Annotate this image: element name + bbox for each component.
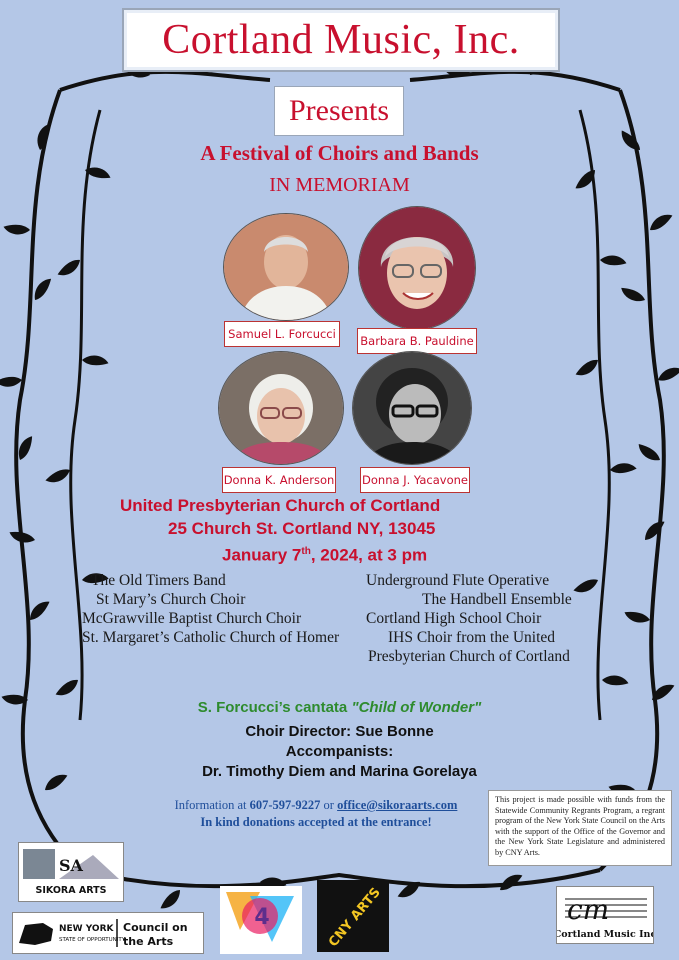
portrait-samuel-forcucci: [223, 213, 349, 321]
sikora-arts-logo: [18, 842, 124, 902]
svg-text:SA: SA: [59, 856, 83, 875]
performer-item: McGrawville Baptist Church Choir: [82, 610, 302, 627]
title-banner: [122, 8, 560, 72]
label-donna-yacavone: Donna J. Yacavone: [360, 467, 470, 493]
venue-block: [120, 494, 440, 567]
performer-item: Cortland High School Choir: [366, 610, 542, 627]
center-arts-icon: [220, 886, 302, 954]
organization-title: Cortland Music, Inc.: [162, 17, 520, 63]
performer-item: The Old Timers Band: [91, 572, 226, 589]
ny-state-text: NEW YORK: [59, 924, 114, 934]
performer-item: Presbyterian Church of Cortland: [368, 648, 570, 665]
label-samuel-forcucci: Samuel L. Forcucci: [224, 321, 340, 347]
cny-logo-text: CNY ARTS: [326, 885, 384, 951]
portrait-barbara-pauldine: [358, 206, 476, 330]
label-donna-anderson: Donna K. Anderson: [222, 467, 336, 493]
donations-note: In kind donations accepted at the entrance!: [200, 815, 432, 829]
info-email-link[interactable]: office@sikoraarts.com: [337, 798, 458, 812]
event-date-prefix: January 7: [222, 545, 302, 565]
sikora-logo-text: SIKORA ARTS: [35, 885, 107, 896]
info-or: or: [323, 798, 334, 812]
performers-left: [82, 571, 372, 647]
event-date: [120, 540, 440, 567]
cmi-logo-icon: [557, 887, 653, 943]
festival-title: A Festival of Choirs and Bands: [200, 141, 479, 165]
svg-text:cm: cm: [567, 893, 610, 926]
cortland-music-logo: [556, 886, 654, 944]
cmi-logo-text: Cortland Music Inc: [557, 929, 653, 940]
cantata-prefix: S. Forcucci’s cantata: [197, 699, 348, 716]
nysca-logo-icon: [13, 913, 203, 953]
director-block: [0, 722, 679, 782]
portrait-donna-yacavone: [352, 351, 472, 465]
accompanists-label: Accompanists:: [285, 743, 394, 760]
performer-item: St Mary’s Church Choir: [96, 591, 246, 608]
cantata-line: [0, 699, 679, 716]
portrait-donna-anderson: [218, 351, 344, 465]
info-block: [150, 797, 482, 831]
event-date-suffix: , 2024, at 3 pm: [310, 545, 428, 565]
person-photo-icon: [219, 352, 343, 464]
info-phone: 607-597-9227: [249, 798, 321, 812]
cny-arts-icon: [317, 880, 389, 952]
presents-banner: [274, 86, 404, 136]
person-photo-icon: [359, 207, 475, 329]
cantata-title: "Child of Wonder": [351, 699, 482, 716]
accompanists-names: Dr. Timothy Diem and Marina Gorelaya: [202, 763, 477, 780]
venue-address: 25 Church St. Cortland NY, 13045: [168, 519, 436, 538]
performer-item: Underground Flute Operative: [366, 572, 550, 589]
svg-text:the Arts: the Arts: [123, 935, 174, 948]
event-date-sup: th: [301, 546, 311, 557]
ny-sub-text: STATE OF OPPORTUNITY.: [59, 937, 126, 943]
choir-director: Choir Director: Sue Bonne: [245, 723, 434, 740]
person-photo-icon: [224, 214, 348, 320]
center-for-arts-logo: [220, 886, 302, 954]
presents-label: Presents: [289, 94, 389, 127]
performers-right: [364, 571, 594, 666]
person-photo-icon: [353, 352, 471, 464]
memoriam-heading: IN MEMORIAM: [269, 174, 410, 196]
info-prefix: Information at: [174, 798, 247, 812]
nysca-logo: [12, 912, 204, 954]
performer-item: St. Margaret’s Catholic Church of Homer: [82, 629, 340, 646]
sikora-logo-icon: [19, 843, 123, 901]
grant-notice: This project is made possible with funds from the Statewide Community Regrants Program, a regrant program of the New York State Council on the Arts with the support of the Office of the Governor and the New York State Legislature and administered by CNY Arts.: [488, 790, 672, 866]
svg-text:Council on: Council on: [123, 921, 188, 934]
venue-church: United Presbyterian Church of Cortland: [120, 496, 441, 515]
svg-text:4: 4: [254, 905, 270, 930]
performer-item: The Handbell Ensemble: [422, 591, 572, 608]
cny-arts-logo: [317, 880, 389, 952]
performer-item: IHS Choir from the United: [388, 629, 556, 646]
label-barbara-pauldine: Barbara B. Pauldine: [357, 328, 477, 354]
